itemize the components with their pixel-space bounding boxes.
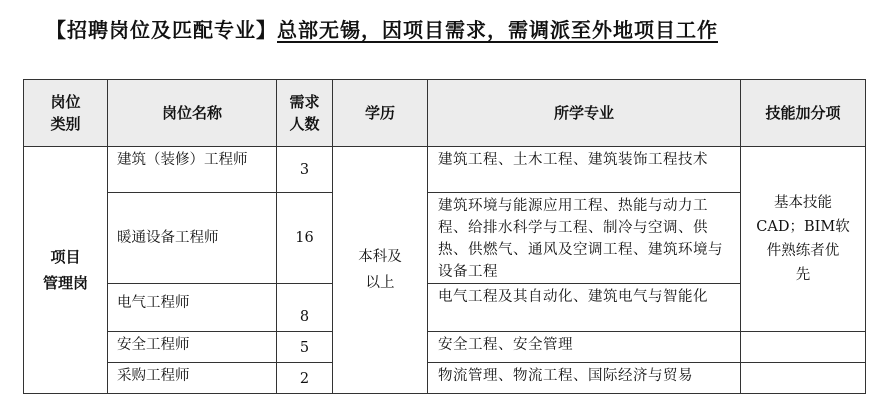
bonus-empty-cell <box>741 332 866 363</box>
header-bonus: 技能加分项 <box>741 80 866 147</box>
header-category <box>24 80 108 147</box>
page-heading <box>46 14 718 46</box>
row-name: 暖通设备工程师 <box>108 193 277 284</box>
education-cell <box>333 147 428 394</box>
row-name: 电气工程师 <box>108 284 277 332</box>
header-name: 岗位名称 <box>108 80 277 147</box>
table-row <box>24 284 866 332</box>
header-category-text: 岗位 类别 <box>50 93 81 133</box>
header-major: 所学专业 <box>428 80 741 147</box>
bonus-text: 基本技能 CAD；BIM软 件熟练者优 先 <box>756 195 850 283</box>
row-count: 2 <box>277 363 333 394</box>
heading-subtitle: 总部无锡，因项目需求，需调派至外地项目工作 <box>277 18 718 42</box>
table-row <box>24 147 866 193</box>
row-major: 安全工程、安全管理 <box>428 332 741 363</box>
header-count-text: 需求 人数 <box>289 93 320 133</box>
row-major: 建筑环境与能源应用工程、热能与动力工程、给排水科学与工程、制冷与空调、供热、供燃气、通风及空调工程、建筑环境与设备工程 <box>428 193 741 284</box>
row-major: 物流管理、物流工程、国际经济与贸易 <box>428 363 741 394</box>
header-count <box>277 80 333 147</box>
row-count: 8 <box>277 284 333 332</box>
row-count: 16 <box>277 193 333 284</box>
table-row <box>24 332 866 363</box>
bonus-empty-cell <box>741 363 866 394</box>
row-name: 安全工程师 <box>108 332 277 363</box>
education-text: 本科及 以上 <box>358 249 402 291</box>
row-major: 建筑工程、土木工程、建筑装饰工程技术 <box>428 147 741 193</box>
recruitment-table <box>23 79 866 394</box>
table-row <box>24 193 866 284</box>
header-education: 学历 <box>333 80 428 147</box>
row-name: 采购工程师 <box>108 363 277 394</box>
category-text: 项目 管理岗 <box>42 248 88 292</box>
table-row <box>24 363 866 394</box>
row-name: 建筑（装修）工程师 <box>108 147 277 193</box>
category-cell <box>24 147 108 394</box>
row-major: 电气工程及其自动化、建筑电气与智能化 <box>428 284 741 332</box>
heading-lead: 【招聘岗位及匹配专业】 <box>46 18 277 42</box>
bonus-cell <box>741 147 866 332</box>
row-count: 3 <box>277 147 333 193</box>
table-header-row <box>24 80 866 147</box>
row-count: 5 <box>277 332 333 363</box>
